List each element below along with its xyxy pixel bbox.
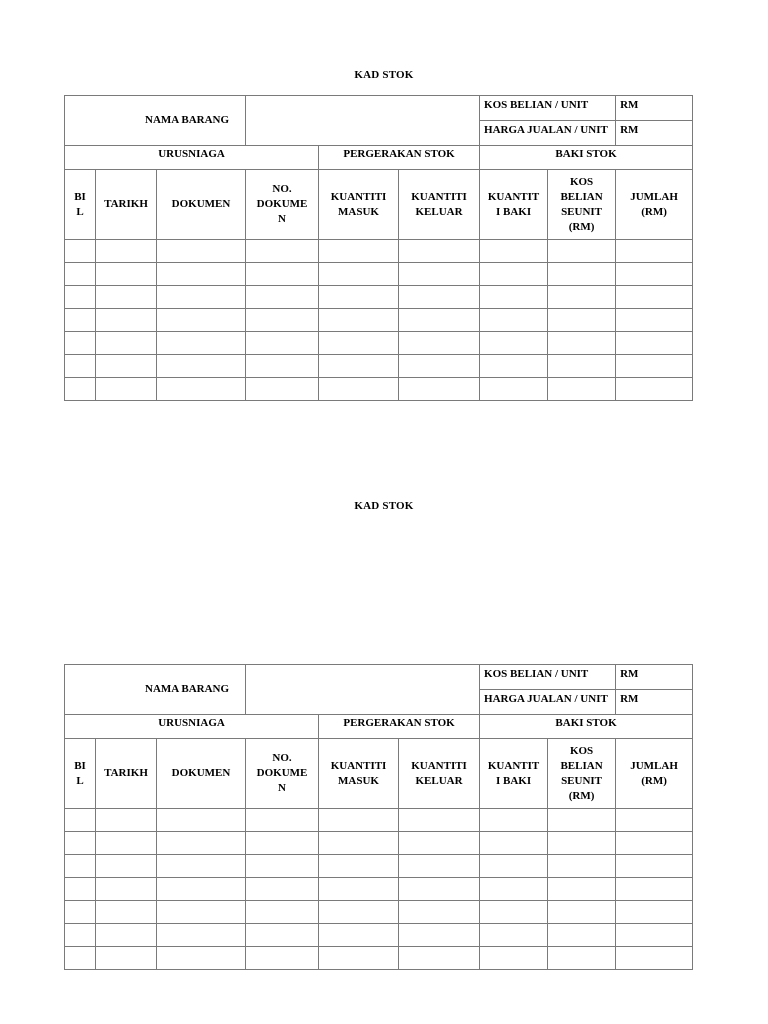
nama-barang-field[interactable] xyxy=(246,96,480,146)
harga-jualan-unit-label: HARGA JUALAN / UNIT xyxy=(480,121,616,146)
table-cell[interactable] xyxy=(399,947,480,970)
table-cell[interactable] xyxy=(480,901,548,924)
table-cell[interactable] xyxy=(399,286,480,309)
table-cell[interactable] xyxy=(157,878,246,901)
table-row xyxy=(65,240,693,263)
col-no-dokumen: NO. DOKUME N xyxy=(246,739,319,809)
col-kuantiti-keluar: KUANTITI KELUAR xyxy=(399,739,480,809)
table-cell[interactable] xyxy=(157,378,246,401)
table-cell[interactable] xyxy=(246,901,319,924)
stock-card-2 xyxy=(64,664,692,970)
kos-belian-unit-label: KOS BELIAN / UNIT xyxy=(480,96,616,121)
table-row xyxy=(65,332,693,355)
table-cell[interactable] xyxy=(399,240,480,263)
table-cell[interactable] xyxy=(246,855,319,878)
card-title-1: KAD STOK xyxy=(354,69,414,81)
table-cell[interactable] xyxy=(65,924,96,947)
table-cell[interactable] xyxy=(480,240,548,263)
col-dokumen: DOKUMEN xyxy=(157,739,246,809)
table-cell[interactable] xyxy=(246,832,319,855)
table-cell[interactable] xyxy=(157,286,246,309)
table-cell[interactable] xyxy=(246,309,319,332)
harga-jualan-rm[interactable]: RM xyxy=(616,690,693,715)
table-cell[interactable] xyxy=(548,378,616,401)
table-cell[interactable] xyxy=(616,809,693,832)
table-cell[interactable] xyxy=(616,855,693,878)
table-cell[interactable] xyxy=(616,378,693,401)
pergerakan-stok-header: PERGERAKAN STOK xyxy=(319,146,480,170)
table-cell[interactable] xyxy=(96,947,157,970)
table-cell[interactable] xyxy=(616,355,693,378)
table-cell[interactable] xyxy=(246,286,319,309)
table-cell[interactable] xyxy=(246,240,319,263)
table-cell[interactable] xyxy=(65,378,96,401)
table-cell[interactable] xyxy=(246,878,319,901)
table-cell[interactable] xyxy=(246,332,319,355)
table-cell[interactable] xyxy=(65,355,96,378)
table-cell[interactable] xyxy=(319,378,399,401)
table-cell[interactable] xyxy=(616,832,693,855)
table-cell[interactable] xyxy=(246,378,319,401)
nama-barang-label: NAMA BARANG xyxy=(65,665,246,715)
table-cell[interactable] xyxy=(480,832,548,855)
table-cell[interactable] xyxy=(96,286,157,309)
table-cell[interactable] xyxy=(399,878,480,901)
table-cell[interactable] xyxy=(65,240,96,263)
table-cell[interactable] xyxy=(548,947,616,970)
table-cell[interactable] xyxy=(616,947,693,970)
stock-table-1 xyxy=(64,95,693,401)
table-cell[interactable] xyxy=(157,832,246,855)
table-rows-2 xyxy=(65,809,693,970)
kos-belian-unit-label: KOS BELIAN / UNIT xyxy=(480,665,616,690)
table-row xyxy=(65,901,693,924)
table-cell[interactable] xyxy=(65,309,96,332)
table-cell[interactable] xyxy=(616,901,693,924)
table-cell[interactable] xyxy=(246,263,319,286)
table-cell[interactable] xyxy=(480,924,548,947)
table-cell[interactable] xyxy=(65,832,96,855)
table-cell[interactable] xyxy=(399,332,480,355)
table-cell[interactable] xyxy=(548,855,616,878)
table-cell[interactable] xyxy=(319,240,399,263)
table-cell[interactable] xyxy=(96,901,157,924)
nama-barang-label: NAMA BARANG xyxy=(65,96,246,146)
table-cell[interactable] xyxy=(96,355,157,378)
table-cell[interactable] xyxy=(548,809,616,832)
table-cell[interactable] xyxy=(96,332,157,355)
table-cell[interactable] xyxy=(157,355,246,378)
col-tarikh: TARIKH xyxy=(96,739,157,809)
table-cell[interactable] xyxy=(157,901,246,924)
urusniaga-header: URUSNIAGA xyxy=(65,715,319,739)
table-cell[interactable] xyxy=(616,878,693,901)
table-cell[interactable] xyxy=(548,240,616,263)
table-cell[interactable] xyxy=(96,809,157,832)
table-row xyxy=(65,809,693,832)
kos-belian-rm[interactable]: RM xyxy=(616,665,693,690)
table-cell[interactable] xyxy=(65,332,96,355)
table-row xyxy=(65,947,693,970)
stock-table-2 xyxy=(64,664,693,970)
table-cell[interactable] xyxy=(96,924,157,947)
table-cell[interactable] xyxy=(157,240,246,263)
table-cell[interactable] xyxy=(399,378,480,401)
table-row xyxy=(65,263,693,286)
table-cell[interactable] xyxy=(319,947,399,970)
table-cell[interactable] xyxy=(548,332,616,355)
baki-stok-header: BAKI STOK xyxy=(480,146,693,170)
col-jumlah: JUMLAH (RM) xyxy=(616,170,693,240)
urusniaga-header: URUSNIAGA xyxy=(65,146,319,170)
table-row xyxy=(65,855,693,878)
table-cell[interactable] xyxy=(548,263,616,286)
table-cell[interactable] xyxy=(157,309,246,332)
stock-card-1 xyxy=(64,95,692,401)
table-cell[interactable] xyxy=(480,263,548,286)
col-kuantiti-baki: KUANTIT I BAKI xyxy=(480,739,548,809)
table-cell[interactable] xyxy=(399,309,480,332)
table-cell[interactable] xyxy=(96,832,157,855)
table-cell[interactable] xyxy=(319,878,399,901)
table-cell[interactable] xyxy=(246,809,319,832)
col-jumlah: JUMLAH (RM) xyxy=(616,739,693,809)
table-cell[interactable] xyxy=(399,901,480,924)
table-cell[interactable] xyxy=(157,332,246,355)
table-cell[interactable] xyxy=(548,878,616,901)
table-cell[interactable] xyxy=(65,263,96,286)
table-cell[interactable] xyxy=(480,855,548,878)
card-title-2: KAD STOK xyxy=(354,500,414,512)
table-cell[interactable] xyxy=(480,947,548,970)
table-cell[interactable] xyxy=(319,355,399,378)
table-cell[interactable] xyxy=(548,901,616,924)
table-cell[interactable] xyxy=(480,878,548,901)
table-cell[interactable] xyxy=(616,309,693,332)
table-cell[interactable] xyxy=(65,878,96,901)
table-row xyxy=(65,355,693,378)
table-cell[interactable] xyxy=(399,809,480,832)
col-kos-belian-seunit: KOS BELIAN SEUNIT (RM) xyxy=(548,739,616,809)
table-row xyxy=(65,309,693,332)
table-cell[interactable] xyxy=(96,878,157,901)
col-kuantiti-masuk: KUANTITI MASUK xyxy=(319,170,399,240)
table-cell[interactable] xyxy=(319,309,399,332)
col-dokumen: DOKUMEN xyxy=(157,170,246,240)
table-cell[interactable] xyxy=(548,309,616,332)
col-tarikh: TARIKH xyxy=(96,170,157,240)
table-cell[interactable] xyxy=(548,924,616,947)
table-cell[interactable] xyxy=(96,240,157,263)
harga-jualan-rm[interactable]: RM xyxy=(616,121,693,146)
table-cell[interactable] xyxy=(319,809,399,832)
table-cell[interactable] xyxy=(96,378,157,401)
table-cell[interactable] xyxy=(65,947,96,970)
table-cell[interactable] xyxy=(65,901,96,924)
kos-belian-rm[interactable]: RM xyxy=(616,96,693,121)
table-cell[interactable] xyxy=(616,240,693,263)
table-cell[interactable] xyxy=(399,832,480,855)
table-cell[interactable] xyxy=(319,901,399,924)
table-cell[interactable] xyxy=(65,855,96,878)
table-cell[interactable] xyxy=(319,855,399,878)
table-cell[interactable] xyxy=(616,286,693,309)
table-row xyxy=(65,878,693,901)
baki-stok-header: BAKI STOK xyxy=(480,715,693,739)
table-cell[interactable] xyxy=(319,332,399,355)
table-cell[interactable] xyxy=(157,809,246,832)
harga-jualan-unit-label: HARGA JUALAN / UNIT xyxy=(480,690,616,715)
col-kos-belian-seunit: KOS BELIAN SEUNIT (RM) xyxy=(548,170,616,240)
table-cell[interactable] xyxy=(319,924,399,947)
col-kuantiti-masuk: KUANTITI MASUK xyxy=(319,739,399,809)
col-no-dokumen: NO. DOKUME N xyxy=(246,170,319,240)
table-cell[interactable] xyxy=(548,355,616,378)
table-cell[interactable] xyxy=(548,286,616,309)
col-kuantiti-keluar: KUANTITI KELUAR xyxy=(399,170,480,240)
table-cell[interactable] xyxy=(246,355,319,378)
table-cell[interactable] xyxy=(480,355,548,378)
table-cell[interactable] xyxy=(399,263,480,286)
table-cell[interactable] xyxy=(96,263,157,286)
table-cell[interactable] xyxy=(480,286,548,309)
table-cell[interactable] xyxy=(65,809,96,832)
table-cell[interactable] xyxy=(480,332,548,355)
table-row xyxy=(65,286,693,309)
table-cell[interactable] xyxy=(399,355,480,378)
table-cell[interactable] xyxy=(157,924,246,947)
table-cell[interactable] xyxy=(616,332,693,355)
table-cell[interactable] xyxy=(96,309,157,332)
table-cell[interactable] xyxy=(616,924,693,947)
table-cell[interactable] xyxy=(548,832,616,855)
table-cell[interactable] xyxy=(319,263,399,286)
table-cell[interactable] xyxy=(96,855,157,878)
table-cell[interactable] xyxy=(157,263,246,286)
table-row xyxy=(65,832,693,855)
nama-barang-field[interactable] xyxy=(246,665,480,715)
table-cell[interactable] xyxy=(480,809,548,832)
table-cell[interactable] xyxy=(246,924,319,947)
col-bil: BI L xyxy=(65,739,96,809)
table-cell[interactable] xyxy=(246,947,319,970)
table-rows-1 xyxy=(65,240,693,401)
table-cell[interactable] xyxy=(319,286,399,309)
table-cell[interactable] xyxy=(480,309,548,332)
table-row xyxy=(65,378,693,401)
table-cell[interactable] xyxy=(399,855,480,878)
table-cell[interactable] xyxy=(616,263,693,286)
col-bil: BI L xyxy=(65,170,96,240)
table-cell[interactable] xyxy=(319,832,399,855)
table-cell[interactable] xyxy=(157,855,246,878)
table-row xyxy=(65,924,693,947)
pergerakan-stok-header: PERGERAKAN STOK xyxy=(319,715,480,739)
table-cell[interactable] xyxy=(480,378,548,401)
table-cell[interactable] xyxy=(157,947,246,970)
table-cell[interactable] xyxy=(65,286,96,309)
table-cell[interactable] xyxy=(399,924,480,947)
col-kuantiti-baki: KUANTIT I BAKI xyxy=(480,170,548,240)
